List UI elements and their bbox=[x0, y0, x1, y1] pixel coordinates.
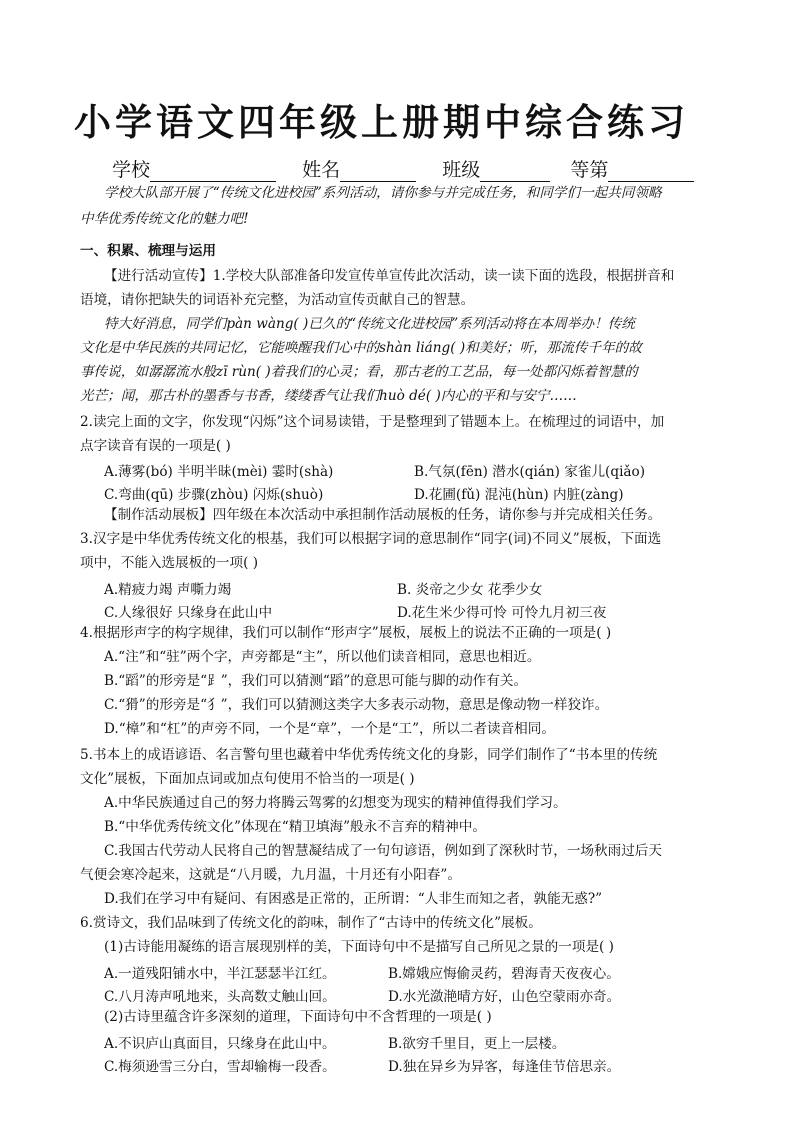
q6-2-option-c[interactable]: C.梅须逊雪三分白，雪却输梅一段香。 bbox=[104, 1059, 336, 1075]
q3-option-c[interactable]: C.人缘很好 只缘身在此山中 bbox=[104, 605, 273, 621]
q4-option-d[interactable]: D.“樟”和“杠”的声旁不同，一个是“章”，一个是“工”，所以二者读音相同。 bbox=[104, 721, 555, 737]
name-blank[interactable] bbox=[340, 163, 416, 182]
school-label: 学校 bbox=[112, 159, 151, 181]
question-5-line: 文化”展板，下面加点词或加点句使用不恰当的一项是( ) bbox=[80, 771, 415, 787]
q6-2-option-d[interactable]: D.独在异乡为异客，每逢佳节倍思亲。 bbox=[388, 1059, 621, 1075]
q6-1-option-b[interactable]: B.嫦娥应悔偷灵药，碧海青天夜夜心。 bbox=[388, 966, 620, 982]
question-1-line: 【进行活动宣传】1.学校大队部准备印发宣传单宣传此次活动，读一读下面的选段，根据拼音和 bbox=[104, 268, 675, 284]
q5-option-a[interactable]: A.中华民族通过自己的努力将腾云驾雾的幻想变为现实的精神值得我们学习。 bbox=[104, 795, 567, 811]
grade-blank[interactable] bbox=[608, 163, 694, 182]
question-6-line: 6.赏诗文，我们品味到了传统文化的韵味，制作了“古诗中的传统文化”展板。 bbox=[80, 915, 542, 931]
q2-option-b[interactable]: B.气氛(fēn) 潜水(qián) 家雀儿(qiǎo) bbox=[414, 464, 646, 480]
q2-option-c[interactable]: C.弯曲(qū) 步骤(zhòu) 闪烁(shuò) bbox=[104, 487, 324, 503]
passage-line: 光芒；闻，那古朴的墨香与书香，缕缕香气让我们huò dé( )内心的平和与安宁…… bbox=[80, 388, 577, 404]
question-1-line: 语境，请你把缺失的词语补充完整，为活动宣传贡献自己的智慧。 bbox=[80, 292, 475, 308]
passage-line: 特大好消息，同学们pàn wàng( )已久的“传统文化进校园”系列活动将在本周举办！传统 bbox=[104, 316, 635, 332]
q3-option-a[interactable]: A.精疲力竭 声嘶力竭 bbox=[104, 582, 232, 598]
intro-line: 中华优秀传统文化的魅力吧! bbox=[80, 211, 249, 227]
section-heading: 一、积累、梳理与运用 bbox=[80, 243, 216, 259]
q2-option-d[interactable]: D.花圃(fǔ) 混沌(hùn) 内脏(zàng) bbox=[414, 487, 624, 503]
q6-1-option-c[interactable]: C.八月涛声吼地来，头高数丈触山回。 bbox=[104, 989, 336, 1005]
q5-option-c-cont: 气便会寒冷起来，这就是“八月暖，九月温，十月还有小阳春”。 bbox=[80, 867, 461, 883]
q3-option-b[interactable]: B. 炎帝之少女 花季少女 bbox=[397, 582, 543, 598]
question-6-1-line: (1)古诗能用凝练的语言展现别样的美，下面诗句中不是描写自己所见之景的一项是( ) bbox=[104, 939, 614, 955]
question-6-2-line: (2)古诗里蕴含许多深刻的道理，下面诗句中不含哲理的一项是( ) bbox=[104, 1009, 492, 1025]
question-2-line: 点字读音有误的一项是( ) bbox=[80, 438, 231, 454]
question-3-line: 3.汉字是中华优秀传统文化的根基，我们可以根据字词的意思制作“同字(词)不同义”展板，下面选 bbox=[80, 531, 662, 547]
q6-2-option-b[interactable]: B.欲穷千里目，更上一层楼。 bbox=[388, 1036, 566, 1052]
question-2-line: 2.读完上面的文字，你发现“闪烁”这个词易读错，于是整理到了错题本上。在梳理过的词语中，加 bbox=[80, 414, 665, 430]
question-4-line: 4.根据形声字的构字规律，我们可以制作“形声字”展板，展板上的说法不正确的一项是( ) bbox=[80, 625, 612, 641]
q5-option-c[interactable]: C.我国古代劳动人民将自己的智慧凝结成了一句句谚语，例如到了深秋时节，一场秋雨过后天 bbox=[104, 843, 662, 859]
q5-option-d[interactable]: D.我们在学习中有疑问、有困惑是正常的，正所谓：“人非生而知之者，孰能无惑?” bbox=[104, 891, 603, 907]
q4-option-c[interactable]: C.“猾”的形旁是“犭”，我们可以猜测这类字大多表示动物，意思是像动物一样狡诈。 bbox=[104, 697, 609, 713]
q6-1-option-a[interactable]: A.一道残阳铺水中，半江瑟瑟半江红。 bbox=[104, 966, 336, 982]
q4-option-a[interactable]: A.“注”和“驻”两个字，声旁都是“主”，所以他们读音相同，意思也相近。 bbox=[104, 649, 541, 665]
question-5-line: 5.书本上的成语谚语、名言警句里也藏着中华优秀传统文化的身影，同学们制作了“书本里的传统 bbox=[80, 747, 658, 763]
class-blank[interactable] bbox=[480, 163, 550, 182]
q3-option-d[interactable]: D.花生米少得可怜 可怜九月初三夜 bbox=[397, 605, 607, 621]
passage-line: 文化是中华民族的共同记忆，它能唤醒我们心中的shàn liáng( )和美好；听，那流传千年的故 bbox=[80, 340, 642, 356]
grade-label: 等第 bbox=[570, 159, 609, 181]
page-title: 小学语文四年级上册期中综合练习 bbox=[74, 101, 689, 144]
intro-line: 学校大队部开展了“传统文化进校园”系列活动，请你参与并完成任务，和同学们一起共同领略 bbox=[104, 185, 662, 201]
q4-option-b[interactable]: B.“蹈”的形旁是“⻊”，我们可以猜测“蹈”的意思可能与脚的动作有关。 bbox=[104, 673, 528, 689]
activity-heading: 【制作活动展板】四年级在本次活动中承担制作活动展板的任务，请你参与并完成相关任务。 bbox=[104, 507, 662, 523]
passage-line: 事传说，如潺潺流水般zī rùn( )着我们的心灵；看，那古老的工艺品，每一处都闪烁着智慧的 bbox=[80, 364, 638, 380]
school-blank[interactable] bbox=[150, 163, 276, 182]
name-label: 姓名 bbox=[302, 159, 341, 181]
class-label: 班级 bbox=[442, 159, 481, 181]
q6-2-option-a[interactable]: A.不识庐山真面目，只缘身在此山中。 bbox=[104, 1036, 336, 1052]
q5-option-b[interactable]: B.“中华优秀传统文化”体现在“精卫填海”般永不言弃的精神中。 bbox=[104, 819, 486, 835]
q2-option-a[interactable]: A.薄雾(bó) 半明半昧(mèi) 霎时(shà) bbox=[104, 464, 334, 480]
student-info-row bbox=[112, 155, 694, 182]
question-3-line: 项中，不能入选展板的一项( ) bbox=[80, 555, 259, 571]
q6-1-option-d[interactable]: D.水光潋滟晴方好，山色空蒙雨亦奇。 bbox=[388, 989, 621, 1005]
